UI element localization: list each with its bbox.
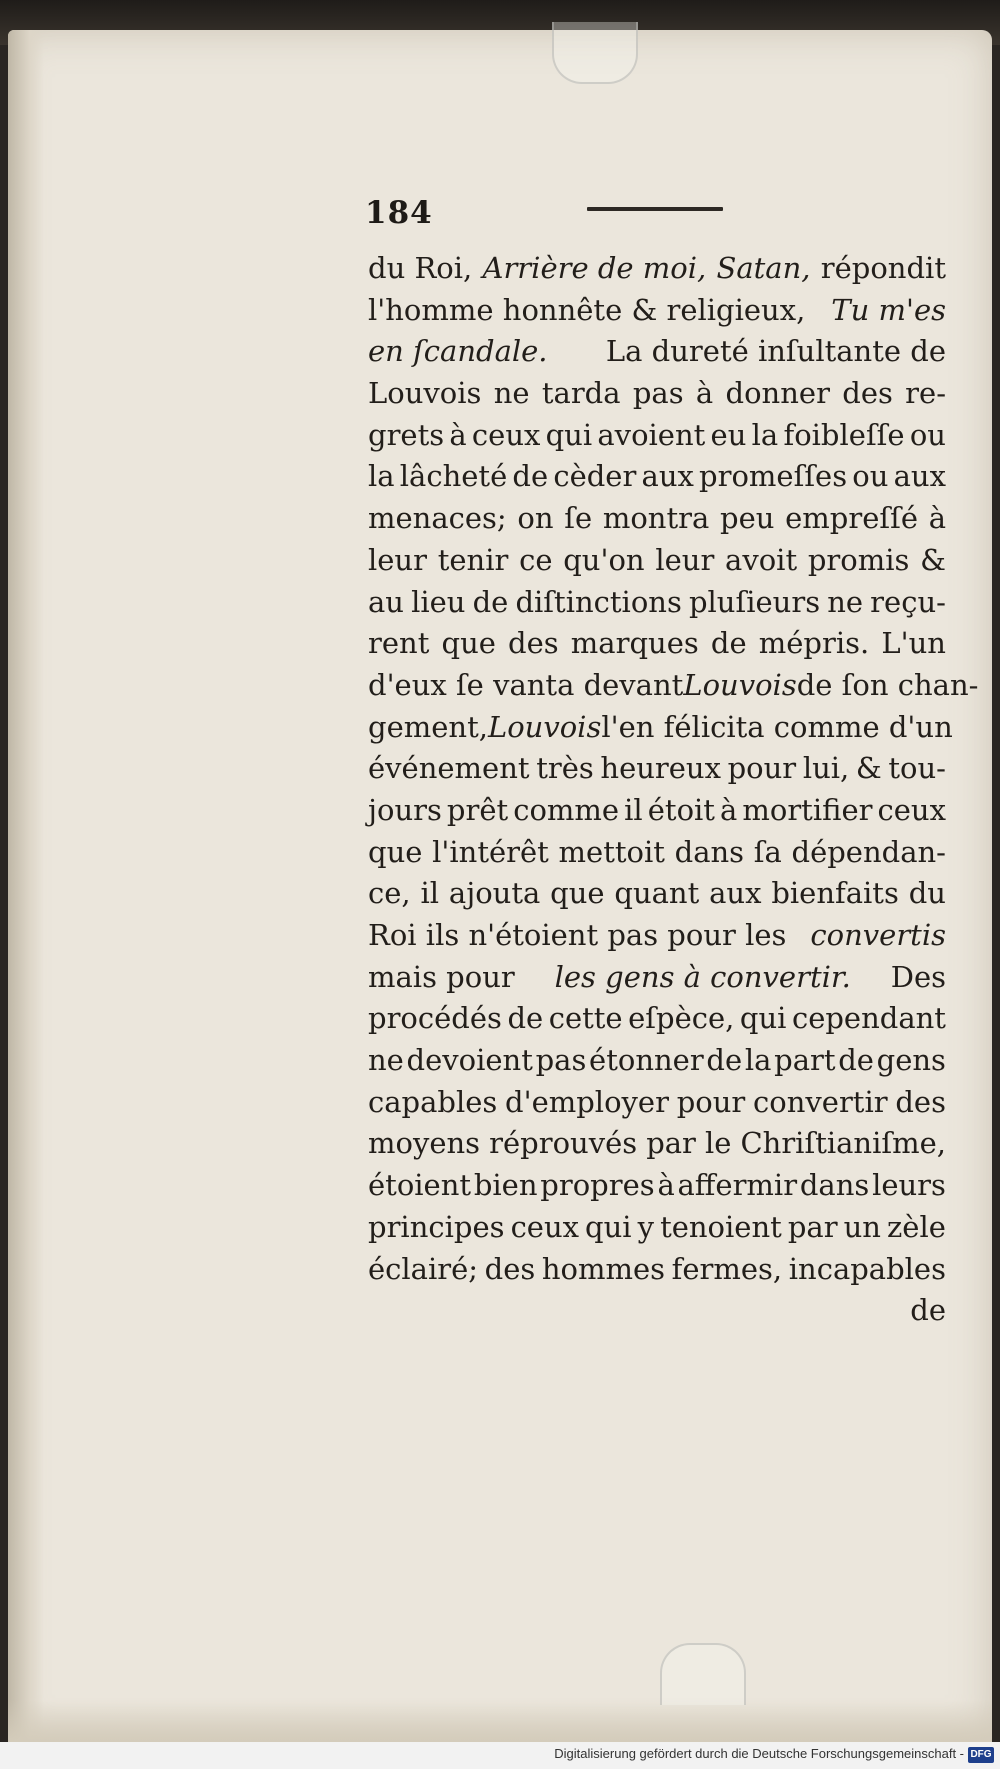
text-word: lieu — [411, 584, 466, 619]
text-line — [368, 582, 946, 624]
text-word: fermes, — [671, 1251, 783, 1286]
footer-credit: Digitalisierung gefördert durch die Deutsche Forschungsgemeinschaft - — [554, 1746, 964, 1761]
text-word: la — [744, 1043, 772, 1078]
text-word: qui — [585, 1209, 632, 1244]
text-word: ajouta — [448, 876, 541, 911]
text-word: mettoit — [558, 834, 665, 869]
text-word: procédés — [368, 1001, 502, 1036]
text-line — [368, 1123, 946, 1165]
text-word: que — [368, 834, 423, 869]
page-holder-clip-top — [552, 22, 638, 84]
text-line — [368, 1165, 946, 1207]
text-word: mortifier — [742, 792, 873, 827]
text-word: des — [842, 376, 893, 411]
text-word: à — [695, 376, 714, 411]
text-word: de — [838, 1043, 874, 1078]
text-word: qui — [739, 1001, 787, 1036]
text-word: bienfaits — [771, 876, 899, 911]
text-word: de — [507, 1001, 544, 1036]
text-line — [368, 1040, 946, 1082]
catchword: de — [910, 1293, 946, 1328]
text-word: pas — [632, 376, 684, 411]
text-word: il — [624, 792, 643, 827]
text-word: aux — [709, 876, 762, 911]
text-word: ou — [852, 459, 889, 494]
text-word: de — [706, 1043, 743, 1078]
text-word: mépris. — [758, 626, 870, 661]
text-word: cependant — [791, 1001, 946, 1036]
text-word: ſe — [564, 501, 593, 536]
text-word: bien — [473, 1168, 538, 1203]
text-segment: d'eux ſe vanta devant — [368, 667, 684, 702]
text-word: leur — [368, 542, 427, 577]
text-word: par — [646, 1126, 696, 1161]
italic-text: convertis — [810, 918, 946, 952]
text-word: tarda — [541, 376, 621, 411]
text-word: donner — [725, 376, 830, 411]
text-line — [368, 498, 946, 540]
text-line — [368, 248, 946, 290]
text-word: leur — [655, 542, 715, 577]
text-line — [368, 290, 946, 332]
header-rule — [587, 207, 723, 211]
text-line — [368, 832, 946, 874]
footer-bar — [0, 1742, 1000, 1769]
text-segment: mais pour — [368, 959, 515, 994]
text-line — [368, 1249, 946, 1291]
text-word: promis — [807, 542, 910, 577]
text-segment: répondit — [820, 251, 946, 285]
text-word: des — [895, 1084, 946, 1119]
text-word: au — [368, 584, 404, 619]
text-word: avoit — [725, 542, 798, 577]
text-segment: Roi ils n'étoient pas pour les — [368, 918, 787, 952]
text-segment: l'en félicita comme d'un — [601, 709, 953, 744]
text-word: à — [928, 501, 946, 536]
text-line — [368, 998, 946, 1040]
text-word: part — [774, 1043, 836, 1078]
text-word: très — [536, 751, 594, 786]
text-word: re- — [905, 376, 946, 411]
page-number: 184 — [365, 195, 433, 231]
italic-text: Louvois — [683, 667, 797, 702]
text-word: qu'on — [563, 542, 645, 577]
text-word: aux — [641, 459, 694, 494]
text-word: leurs — [872, 1168, 946, 1203]
text-word: à — [720, 792, 738, 827]
text-word: de — [512, 459, 549, 494]
text-word: d'employer — [505, 1084, 669, 1119]
text-word: & — [920, 542, 946, 577]
text-word: pour — [727, 751, 797, 786]
text-word: heureux — [600, 751, 721, 786]
text-word: incapables — [788, 1251, 946, 1286]
text-word: peu — [720, 501, 775, 536]
page-gutter-edge — [8, 30, 44, 1742]
text-word: il — [420, 876, 440, 911]
text-word: diſtinctions — [515, 584, 682, 619]
text-line — [368, 623, 946, 665]
text-line — [368, 456, 946, 498]
text-word: quant — [614, 876, 700, 911]
text-word: L'un — [881, 626, 946, 661]
text-word: & — [855, 751, 882, 786]
text-line — [368, 748, 946, 790]
text-word: principes — [368, 1209, 505, 1244]
text-line — [368, 373, 946, 415]
text-word: gens — [876, 1043, 946, 1078]
text-word: de — [472, 584, 509, 619]
text-word: eſpèce, — [628, 1001, 735, 1036]
text-word: foibleſſe — [783, 417, 905, 452]
text-segment: de ſon chan- — [796, 667, 979, 702]
text-word: comme — [513, 792, 620, 827]
text-word: convertir — [753, 1084, 888, 1119]
italic-text: Louvois — [487, 709, 602, 744]
text-word: cèder — [553, 459, 637, 494]
text-line — [368, 873, 946, 915]
text-segment: l'homme honnête & religieux, — [368, 292, 806, 327]
text-word: par — [787, 1209, 838, 1244]
text-line — [368, 415, 946, 457]
text-word: promeſſes — [699, 459, 848, 494]
text-word: hommes — [541, 1251, 666, 1286]
text-line — [368, 915, 946, 957]
text-word: du — [908, 876, 946, 911]
text-word: aux — [893, 459, 946, 494]
page-header — [365, 195, 943, 235]
text-word: ceux — [877, 792, 946, 827]
text-line — [368, 957, 946, 999]
text-word: étoit — [647, 792, 715, 827]
text-word: étonner — [589, 1043, 704, 1078]
italic-text: Satan, — [716, 251, 811, 285]
text-word: des — [484, 1251, 536, 1286]
italic-text: en ſcandale. — [368, 334, 548, 369]
text-word: réprouvés — [489, 1126, 638, 1161]
text-word: à — [657, 1168, 675, 1203]
text-word: ce, — [368, 876, 411, 911]
text-line — [368, 1207, 946, 1249]
text-word: à — [449, 417, 467, 452]
text-word: tou- — [888, 751, 946, 786]
text-segment: Des — [890, 959, 946, 994]
text-word: dépendan- — [791, 834, 946, 869]
text-segment: La dureté inſultante de — [605, 334, 946, 369]
text-line — [368, 540, 946, 582]
text-word: affermir — [677, 1168, 798, 1203]
text-word: avoient — [597, 417, 706, 452]
text-word: Chriſtianiſme, — [740, 1126, 946, 1161]
text-word: étoient — [368, 1168, 472, 1203]
text-word: ſa — [753, 834, 782, 869]
page-bottom-edge — [8, 1700, 992, 1742]
text-word: on — [517, 501, 554, 536]
text-word: ne — [368, 1043, 404, 1078]
body-text — [368, 248, 979, 1332]
text-word: tenir — [437, 542, 509, 577]
text-word: eu — [710, 417, 747, 452]
text-word: empreſſé — [785, 501, 918, 536]
text-word: zèle — [887, 1209, 946, 1244]
text-line — [368, 790, 946, 832]
text-word: jours — [368, 792, 442, 827]
text-word: tenoient — [660, 1209, 782, 1244]
text-word: rent — [368, 626, 430, 661]
text-word: marques — [570, 626, 699, 661]
text-word: ne — [493, 376, 530, 411]
text-word: dans — [799, 1168, 870, 1203]
text-word: éclairé; — [368, 1251, 479, 1286]
text-word: lâcheté — [399, 459, 508, 494]
text-word: reçu- — [870, 584, 946, 619]
text-word: montra — [602, 501, 710, 536]
text-line — [368, 1082, 946, 1124]
text-word: événement — [368, 751, 530, 786]
text-segment: gement, — [368, 709, 488, 744]
text-word: ceux — [510, 1209, 579, 1244]
text-word: que — [550, 876, 605, 911]
text-word: pluſieurs — [688, 584, 821, 619]
italic-text: Arrière de moi, — [482, 251, 707, 285]
text-word: ne — [827, 584, 864, 619]
text-word: de — [710, 626, 747, 661]
italic-text: Tu m'es — [831, 292, 946, 327]
text-word: y — [637, 1209, 655, 1244]
text-word: l'intérêt — [432, 834, 549, 869]
text-word: grets — [368, 417, 445, 452]
text-word: ou — [909, 417, 946, 452]
text-word: pas — [535, 1043, 587, 1078]
text-word: la — [368, 459, 395, 494]
text-word: moyens — [368, 1126, 481, 1161]
text-line — [368, 707, 953, 749]
text-word: ceux — [471, 417, 541, 452]
text-word: menaces; — [368, 501, 507, 536]
text-word: prêt — [446, 792, 509, 827]
text-word: cette — [548, 1001, 623, 1036]
text-word: lui, — [802, 751, 850, 786]
text-word: capables — [368, 1084, 498, 1119]
text-word: propres — [540, 1168, 655, 1203]
italic-text: les gens à convertir. — [554, 959, 851, 994]
text-word: devoient — [406, 1043, 533, 1078]
text-word: des — [508, 626, 559, 661]
text-word: que — [441, 626, 496, 661]
text-word: la — [751, 417, 779, 452]
text-word: Louvois — [368, 376, 482, 411]
text-word: un — [843, 1209, 881, 1244]
text-word: pour — [676, 1084, 746, 1119]
page-holder-clip-bottom — [660, 1643, 746, 1705]
text-segment: du Roi, — [368, 251, 473, 285]
text-word: qui — [545, 417, 593, 452]
text-word: dans — [674, 834, 745, 869]
text-word: le — [704, 1126, 732, 1161]
dfg-logo-icon: DFG — [968, 1747, 994, 1763]
text-line — [368, 665, 979, 707]
text-word: ce — [519, 542, 553, 577]
text-line — [368, 331, 946, 373]
